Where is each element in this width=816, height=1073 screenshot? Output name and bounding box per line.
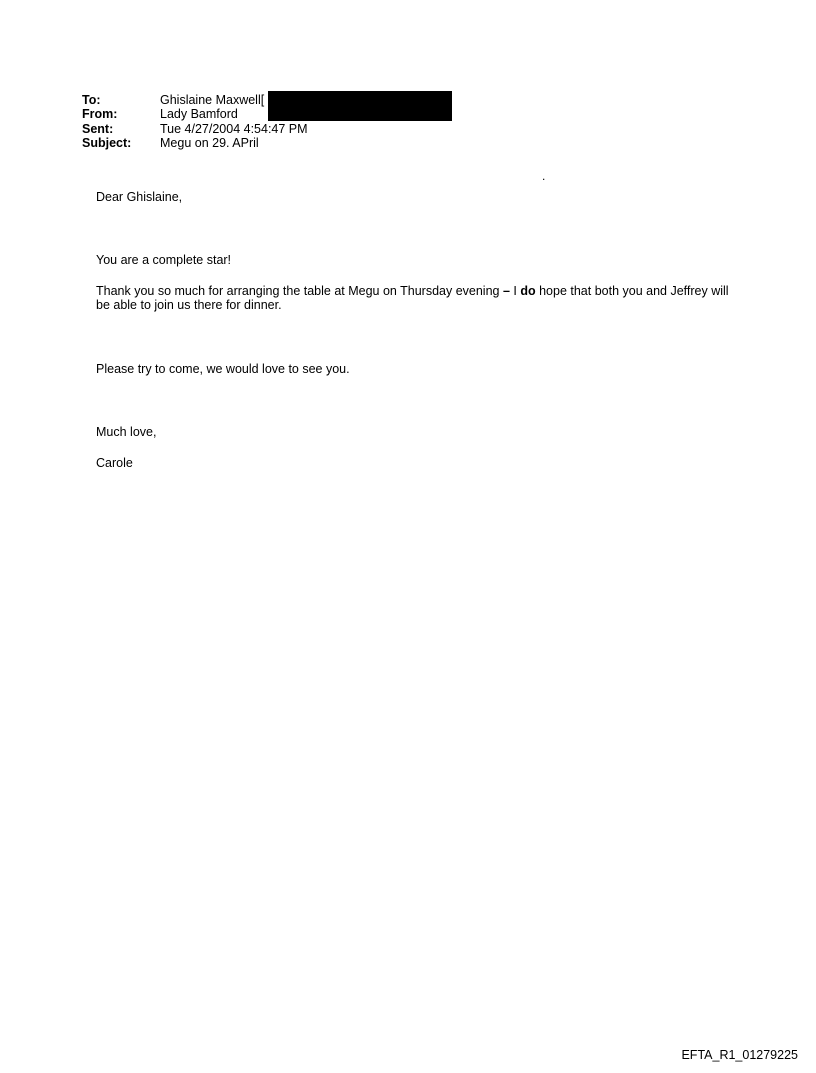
stray-mark: .: [542, 169, 546, 183]
sent-label: Sent:: [82, 121, 114, 136]
signature: Carole: [96, 456, 133, 470]
from-label: From:: [82, 107, 118, 122]
sent-value: Tue 4/27/2004 4:54:47 PM: [160, 121, 308, 136]
subject-label: Subject:: [82, 135, 132, 150]
to-label: To:: [82, 93, 101, 107]
from-value: Lady Bamford: [160, 107, 238, 122]
body-line-thanks-part3: hope that both you and Jeffrey will be able to join us there for dinner.: [96, 284, 729, 312]
to-value: Ghislaine Maxwell[: [160, 93, 265, 107]
document-id: EFTA_R1_01279225: [681, 1048, 798, 1062]
subject-value: Megu on 29. APril: [160, 135, 259, 150]
redaction-box: [268, 91, 452, 121]
greeting: Dear Ghislaine,: [96, 190, 183, 204]
body-line-thanks-part1: Thank you so much for arranging the table at Megu on Thursday evening: [96, 284, 503, 298]
body-line-star: You are a complete star!: [96, 253, 232, 267]
subject-row: [82, 136, 308, 150]
body-line-thanks: [96, 285, 736, 312]
body-line-thanks-part2: I: [509, 284, 521, 298]
body-line-thanks-bold-do: do: [520, 284, 536, 298]
sent-row: [82, 122, 308, 136]
body-line-please: Please try to come, we would love to see you.: [96, 362, 350, 376]
body-line-thanks-dash: –: [502, 284, 510, 298]
closing: Much love,: [96, 425, 157, 439]
